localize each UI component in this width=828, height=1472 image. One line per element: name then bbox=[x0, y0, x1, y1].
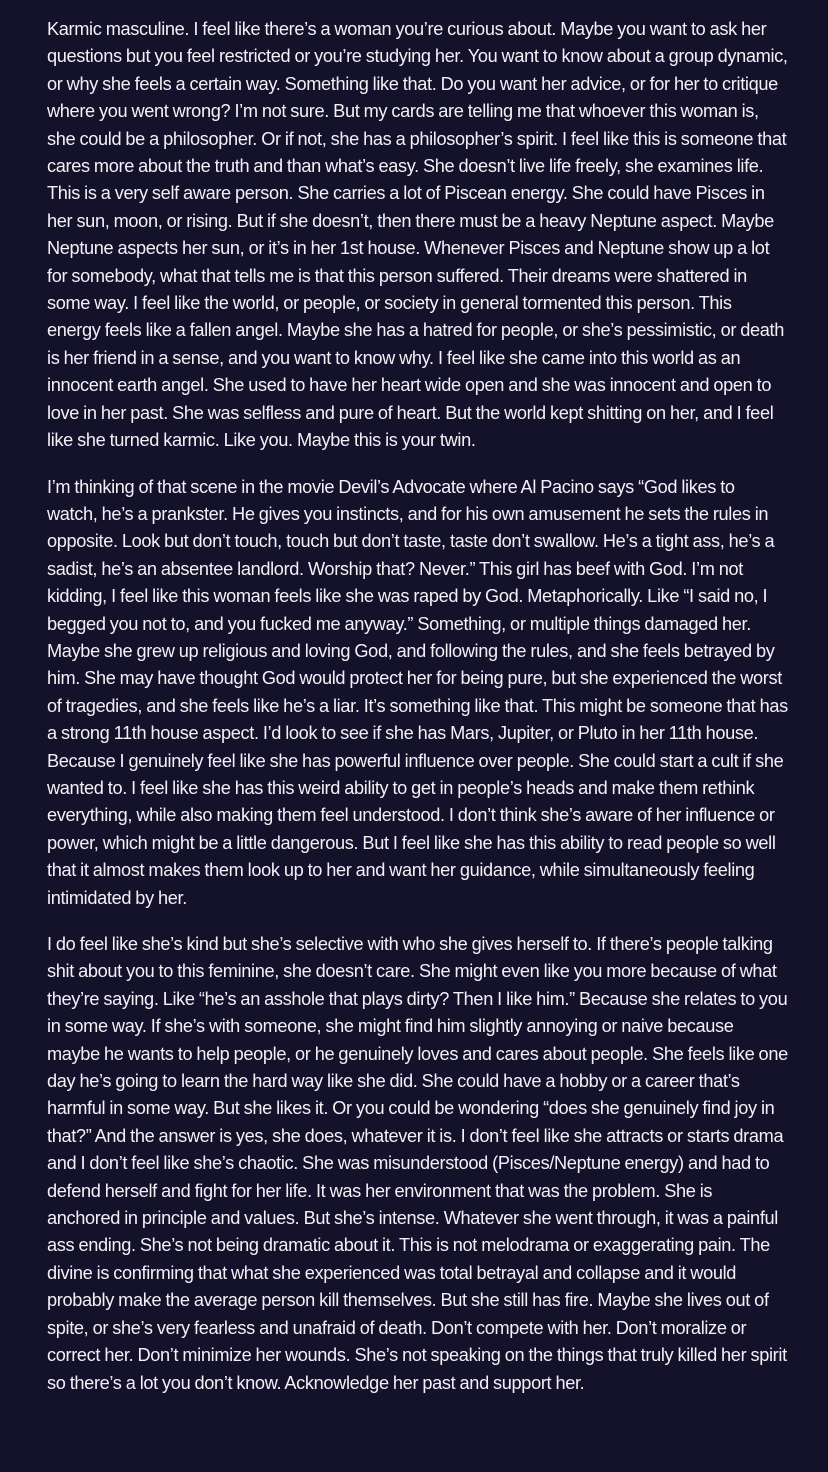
paragraph-2: I’m thinking of that scene in the movie Devil’s Advocate where Al Pacino says “God likes to watch, he’s a prankster. He gives you instincts, and for his own amusement he sets the rules in opposite. Look but don’t touch, touch but don’t taste, taste don’t swallow. He’s a tight ass, he’s a sadist, he’s an absentee landlord. Worship that? Never.” This girl has beef with God. I’m not kidding, I feel like this woman feels like she was raped by God. Metaphorically. Like “I said no, I begged you not to, and you fucked me anyway.” Something, or multiple things damaged her. Maybe she grew up religious and loving God, and following the rules, and she feels betrayed by him. She may have thought God would protect her for being pure, but she experienced the worst of tragedies, and she feels like he’s a liar. It’s something like that. This might be someone that has a strong 11th house aspect. I’d look to see if she has Mars, Jupiter, or Pluto in her 11th house. Because I genuinely feel like she has powerful influence over people. She could start a cult if she wanted to. I feel like she has this weird ability to get in people’s heads and make them rethink everything, while also making them feel understood. I don’t think she’s aware of her influence or power, which might be a little dangerous. But I feel like she has this ability to read people so well that it almost makes them look up to her and want her guidance, while simultaneously feeling intimidated by her. bbox=[47, 476, 788, 908]
paragraph-3: I do feel like she’s kind but she’s selective with who she gives herself to. If there’s people talking shit about you to this feminine, she doesn’t care. She might even like you more because of what they’re saying. Like “he’s an asshole that plays dirty? Then I like him.” Because she relates to you in some way. If she’s with someone, she might find him slightly annoying or naive because maybe he wants to help people, or he genuinely loves and cares about people. She feels like one day he’s going to learn the hard way like she did. She could have a hobby or a career that’s harmful in some way. But she likes it. Or you could be wondering “does she genuinely find joy in that?” And the answer is yes, she does, whatever it is. I don’t feel like she attracts or starts drama and I don’t feel like she’s chaotic. She was misunderstood (Pisces/Neptune energy) and had to defend herself and fight for her life. It was her environment that was the problem. She is anchored in principle and values. But she’s intense. Whatever she went through, it was a painful ass ending. She’s not being dramatic about it. This is not melodrama or exaggerating pain. The divine is confirming that what she experienced was total betrayal and collapse and it would probably make the average person kill themselves. But she still has fire. Maybe she lives out of spite, or she’s very fearless and unafraid of death. Don’t compete with her. Don’t moralize or correct her. Don’t minimize her wounds. She’s not speaking on the things that truly killed her spirit so there’s a lot you don’t know. Acknowledge her past and support her. bbox=[47, 934, 788, 1393]
reading-text bbox=[47, 16, 789, 1397]
paragraph-1: Karmic masculine. I feel like there’s a woman you’re curious about. Maybe you want to ask her questions but you feel restricted or you’re studying her. You want to know about a group dynamic, or why she feels a certain way. Something like that. Do you want her advice, or for her to critique where you went wrong? I’m not sure. But my cards are telling me that whoever this woman is, she could be a philosopher. Or if not, she has a philosopher’s spirit. I feel like this is someone that cares more about the truth and than what’s easy. She doesn’t live life freely, she examines life. This is a very self aware person. She carries a lot of Piscean energy. She could have Pisces in her sun, moon, or rising. But if she doesn’t, then there must be a heavy Neptune aspect. Maybe Neptune aspects her sun, or it’s in her 1st house. Whenever Pisces and Neptune show up a lot for somebody, what that tells me is that this person suffered. Their dreams were shattered in some way. I feel like the world, or people, or society in general tormented this person. This energy feels like a fallen angel. Maybe she has a hatred for people, or she’s pessimistic, or death is her friend in a sense, and you want to know why. I feel like she came into this world as an innocent earth angel. She used to have her heart wide open and she was innocent and open to love in her past. She was selfless and pure of heart. But the world kept shitting on her, and I feel like she turned karmic. Like you. Maybe this is your twin. bbox=[47, 19, 788, 451]
